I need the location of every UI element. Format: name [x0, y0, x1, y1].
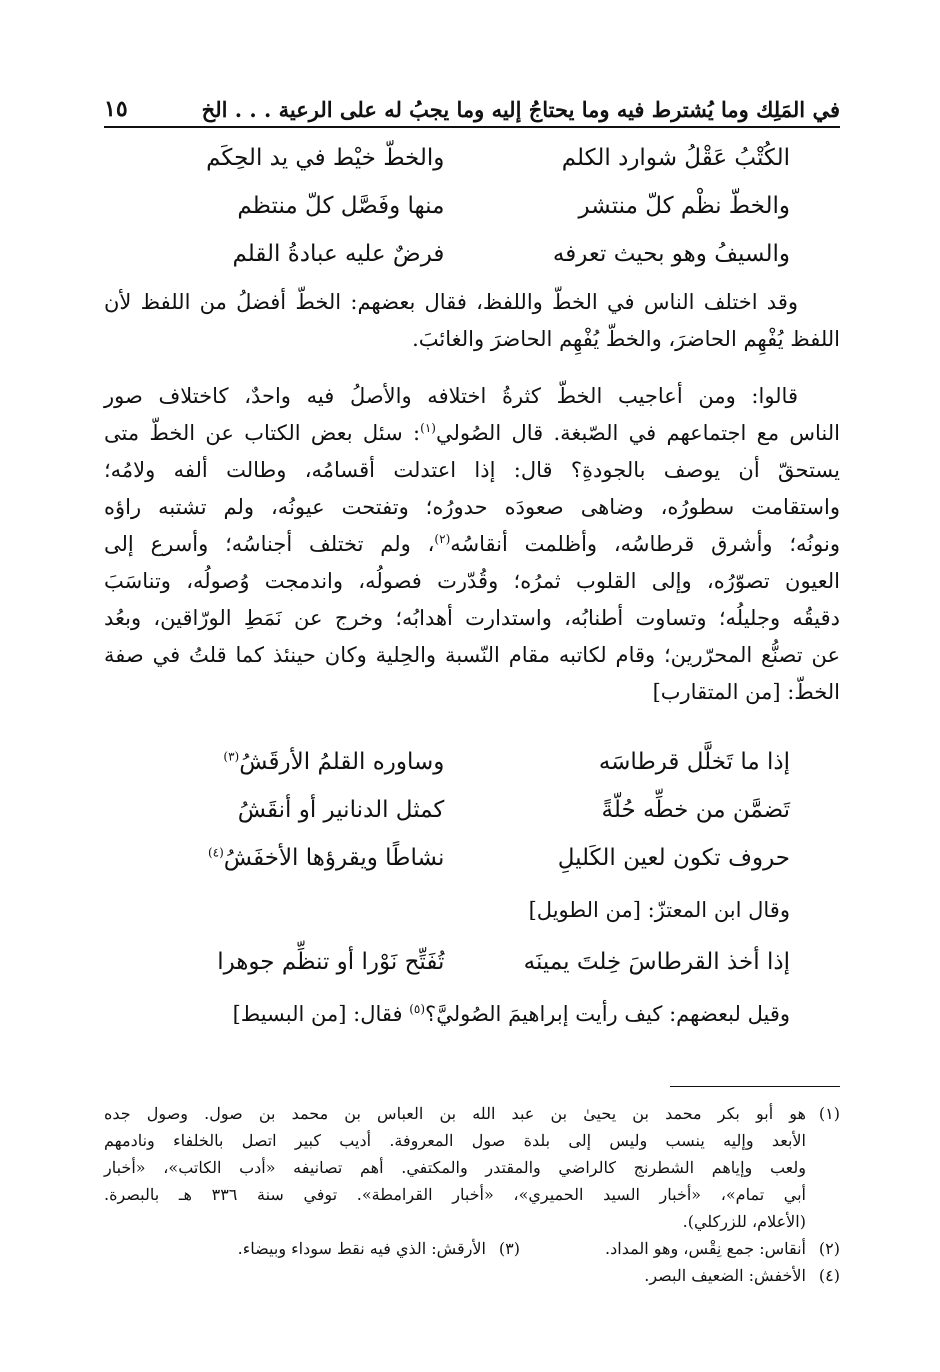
footnote-text: الأرقش: الذي فيه نقط سوداء وبيضاء.: [237, 1239, 486, 1258]
text-segment: : سئل بعض الكتاب عن الخطّ متى: [104, 421, 421, 445]
footnote-line: الأبعد وإليه ينسب وليس إلى بلدة صول المعروفة. أديب كبير اتصل بالخلفاء ونادمهم: [104, 1131, 806, 1150]
verse-line: [150, 942, 790, 982]
verse-hemistich-1: والسيفُ وهو بحيث تعرفه: [552, 241, 790, 267]
text-line: اللفظ يُفْهِم الحاضرَ، والخطّ يُفْهِم الحاضرَ والغائبَ.: [412, 327, 840, 351]
verse-line: [150, 234, 790, 274]
verse-hemistich-2: منها وفَصَّل كلّ منتظم: [237, 193, 445, 219]
footnote-line: ولعب وإياهم الشطرنج كالراضي والمقتدر والمكتفي. أهم تصانيفه «أدب الكاتب»، «أخبار: [104, 1158, 806, 1177]
footnote-text: الأخفش: الضعيف البصر.: [644, 1266, 806, 1285]
verse-line: [150, 186, 790, 226]
footnote-number: (٢): [818, 1239, 840, 1258]
paragraph: [104, 996, 790, 1033]
text-segment: ونونُه؛ وأشرق قرطاسُه، وأظلمت أنقاسُه: [450, 532, 840, 556]
footnotes: [104, 1100, 840, 1289]
verse-hemistich-2: فرضٌ عليه عبادةُ القلم: [232, 241, 445, 267]
text-segment: ، ولم تختلف أجناسُه؛ وأسرع إلى: [104, 532, 435, 556]
footnote-3: [238, 1235, 520, 1262]
text-line: [104, 526, 840, 563]
footnote-marker[interactable]: (٤): [207, 845, 224, 860]
text-line: عن تصنُّع المحرّرين؛ وقام لكاتبه مقام النّسبة والحِلية وكان حينئذ كما قلتُ في صفة: [104, 643, 840, 667]
verse-hemistich-2: تُفَتِّح نَوْرا أو تنظِّم جوهرا: [217, 949, 445, 975]
footnote-text: هو أبو بكر محمد بن يحيىٰ بن عبد الله بن العباس بن محمد بن صول. وصول جده: [104, 1104, 806, 1123]
text-line: [104, 996, 790, 1033]
footnote-4: [644, 1262, 840, 1289]
footnote-row: [104, 1262, 840, 1289]
text-line: الخطّ: [من المتقارب]: [652, 680, 840, 704]
hemistich-text: وساوره القلمُ الأرقَشُ: [239, 749, 445, 775]
footnote-text: أنقاس: جمع نِقْس، وهو المداد.: [605, 1239, 806, 1258]
verse-hemistich-1: تَضمَّن من خطِّه حُلّةً: [601, 797, 790, 823]
text-line: يستحقّ أن يوصف بالجودةِ؟ قال: إذا اعتدلت أقسامُه، وطالت ألفه ولامُه؛: [104, 458, 840, 482]
paragraph: [104, 284, 840, 358]
footnote-marker[interactable]: (٢): [434, 532, 451, 546]
verse-line: [150, 838, 790, 878]
text-line: [104, 415, 840, 452]
verse-hemistich-2: [150, 845, 444, 871]
text-line: دقيقُه وجليلُه؛ وتساوت أطنابُه، واستدارت أهدابُه؛ وخرج عن نَمَطِ الورّاقين، وبعُد: [104, 606, 840, 630]
text-line: وقد اختلف الناس في الخطّ واللفظ، فقال بعضهم: الخطّ أفضلُ من اللفظ لأن: [104, 290, 798, 314]
verse-hemistich-1: إذا ما تَخلَّل قرطاسَه: [598, 749, 790, 775]
footnote-marker[interactable]: (١): [420, 421, 436, 435]
verse-hemistich-1: إذا أخذ القرطاسَ خِلتَ يمينَه: [523, 949, 790, 975]
footnote-row: [104, 1235, 840, 1262]
verse-hemistich-1: والخطّ نظْم كلّ منتشر: [578, 193, 790, 219]
text-segment: وقيل لبعضهم: كيف رأيت إبراهيمَ الصُوليَّ؟: [425, 1002, 790, 1026]
paragraph: [104, 378, 840, 711]
text-line: العيون تصوّرُه، وإلى القلوب ثمرُه؛ وقُدّرت فصولُه، واندمجت وُصولُه، وتناسَبَ: [104, 569, 840, 593]
text-segment: فقال: [من البسيط]: [232, 1002, 410, 1026]
footnote-marker[interactable]: (٥): [409, 1002, 426, 1016]
text-line: وقال ابن المعتزّ: [من الطويل]: [528, 898, 790, 922]
footnote-number: (١): [818, 1104, 840, 1123]
footnote-marker[interactable]: (٣): [223, 749, 240, 764]
paragraph: [104, 892, 790, 929]
verse-hemistich-2: والخطّ خيْط في يد الحِكَم: [206, 145, 445, 171]
footnote-line: أبي تمام»، «أخبار السيد الحميري»، «أخبار القرامطة». توفي سنة ٣٣٦ هـ بالبصرة.: [104, 1185, 807, 1204]
verse-hemistich-2: [150, 749, 444, 775]
page-number: ١٥: [104, 96, 128, 122]
footnote-line: [104, 1100, 840, 1127]
verse-line: [150, 742, 790, 782]
footnote-number: (٤): [818, 1266, 840, 1285]
verse-hemistich-1: الكُتْبُ عَقْلُ شوارد الكلم: [561, 145, 790, 171]
running-header: [104, 78, 840, 128]
hemistich-text: نشاطًا ويقرؤها الأخفَشُ: [223, 845, 445, 871]
footnote-number: (٣): [498, 1239, 520, 1258]
text-segment: الناس مع اجتماعهم في الصّبغة. قال الصُولي: [435, 421, 840, 445]
verse-hemistich-2: كمثل الدنانير أو أنقَشُ: [237, 797, 445, 823]
footnote-divider: [670, 1086, 840, 1087]
text-line: واستقامت سطورُه، وضاهى صعودَه حدورُه؛ وتفتحت عيونُه، ولم تشتبه راؤه: [104, 495, 840, 519]
footnote-line: (الأعلام، للزركلي).: [682, 1212, 806, 1231]
footnote-2: [520, 1235, 840, 1262]
header-title: في المَلِك وما يُشترط فيه وما يحتاجُ إليه وما يجبُ له على الرعية . . . الخ: [201, 97, 840, 122]
text-line: قالوا: ومن أعاجيب الخطّ كثرةُ اختلافه والأصلُ فيه واحدٌ، كاختلاف صور: [104, 384, 798, 408]
verse-line: [150, 138, 790, 178]
verse-line: [150, 790, 790, 830]
verse-hemistich-1: حروف تكون لعين الكَليلِ: [557, 845, 790, 871]
